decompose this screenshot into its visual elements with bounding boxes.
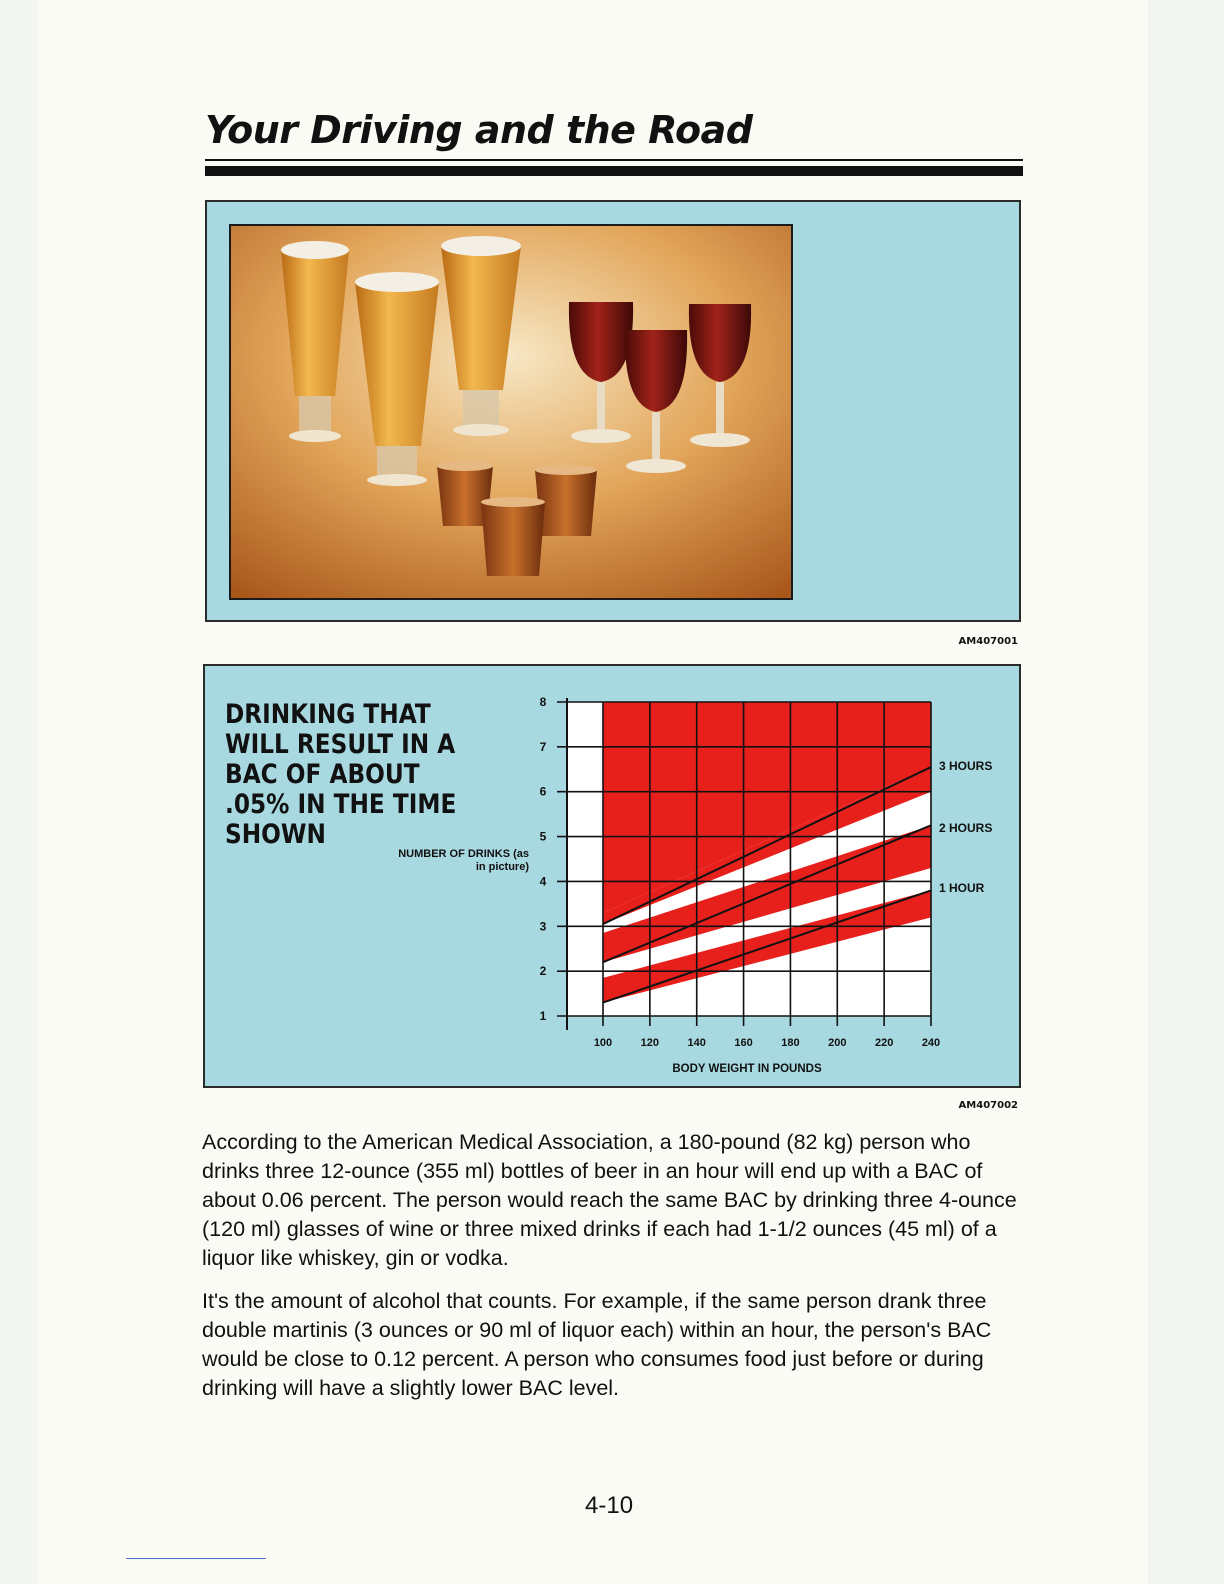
title-rule-thin xyxy=(205,159,1023,161)
figure-code: AM407002 xyxy=(958,1100,1018,1111)
x-tick-label: 120 xyxy=(640,1037,660,1049)
x-tick-label: 220 xyxy=(874,1037,894,1049)
figure-code: AM407001 xyxy=(958,636,1018,647)
x-tick-label: 200 xyxy=(828,1037,847,1049)
series-label: 3 HOURS xyxy=(939,759,993,773)
bac-chart-panel xyxy=(203,664,1021,1088)
y-axis-label: NUMBER OF DRINKS (as in picture) xyxy=(398,848,529,873)
x-axis-label: BODY WEIGHT IN POUNDS xyxy=(672,1063,822,1075)
chart-heading: DRINKING THAT WILL RESULT IN A BAC OF ABOUT .05% IN THE TIME SHOWN xyxy=(225,699,457,850)
x-tick-label: 140 xyxy=(687,1037,706,1049)
paragraph: It's the amount of alcohol that counts. For example, if the same person drank three double martinis (3 ounces or 90 ml of liquor each) within an hour, the person's BAC would be close to 0.12 percent. A person who consumes food just before or during drinking will have a slightly lower BAC level. xyxy=(202,1289,992,1400)
page-title: Your Driving and the Road xyxy=(205,108,753,152)
page-number: 4-10 xyxy=(585,1492,634,1519)
drinks-photo-panel xyxy=(205,200,1021,622)
y-tick-label: 1 xyxy=(539,1009,547,1023)
x-tick-label: 100 xyxy=(593,1037,613,1049)
series-label: 1 HOUR xyxy=(939,881,985,895)
bac-chart xyxy=(205,666,1019,1086)
series-label: 2 HOURS xyxy=(939,821,993,835)
y-tick-label: 2 xyxy=(539,964,547,979)
y-tick-label: 5 xyxy=(539,829,547,844)
y-tick-label: 8 xyxy=(539,695,547,709)
x-tick-label: 160 xyxy=(734,1037,753,1049)
footer-link-line xyxy=(126,1558,266,1559)
drinks-photo xyxy=(229,224,793,600)
drinks-illustration xyxy=(231,226,791,598)
y-tick-label: 7 xyxy=(539,739,547,754)
shot-glass xyxy=(535,465,597,536)
y-tick-label: 6 xyxy=(539,784,547,799)
x-tick-label: 240 xyxy=(921,1037,941,1049)
y-tick-label: 3 xyxy=(539,919,547,934)
paragraph: According to the American Medical Association, a 180-pound (82 kg) person who drinks three 12-ounce (355 ml) bottles of beer in an hour will end up with a BAC of about 0.06 percent. The person would reach the same BAC by drinking three 4-ounce (120 ml) glasses of wine or three mixed drinks if each had 1-1/2 ounces (45 ml) of a liquor like whiskey, gin or vodka. xyxy=(202,1130,1017,1270)
y-tick-label: 4 xyxy=(539,874,547,889)
x-tick-label: 180 xyxy=(781,1037,800,1049)
title-rule-thick xyxy=(205,166,1023,176)
shot-glass xyxy=(481,497,545,576)
body-text xyxy=(202,1128,1020,1417)
